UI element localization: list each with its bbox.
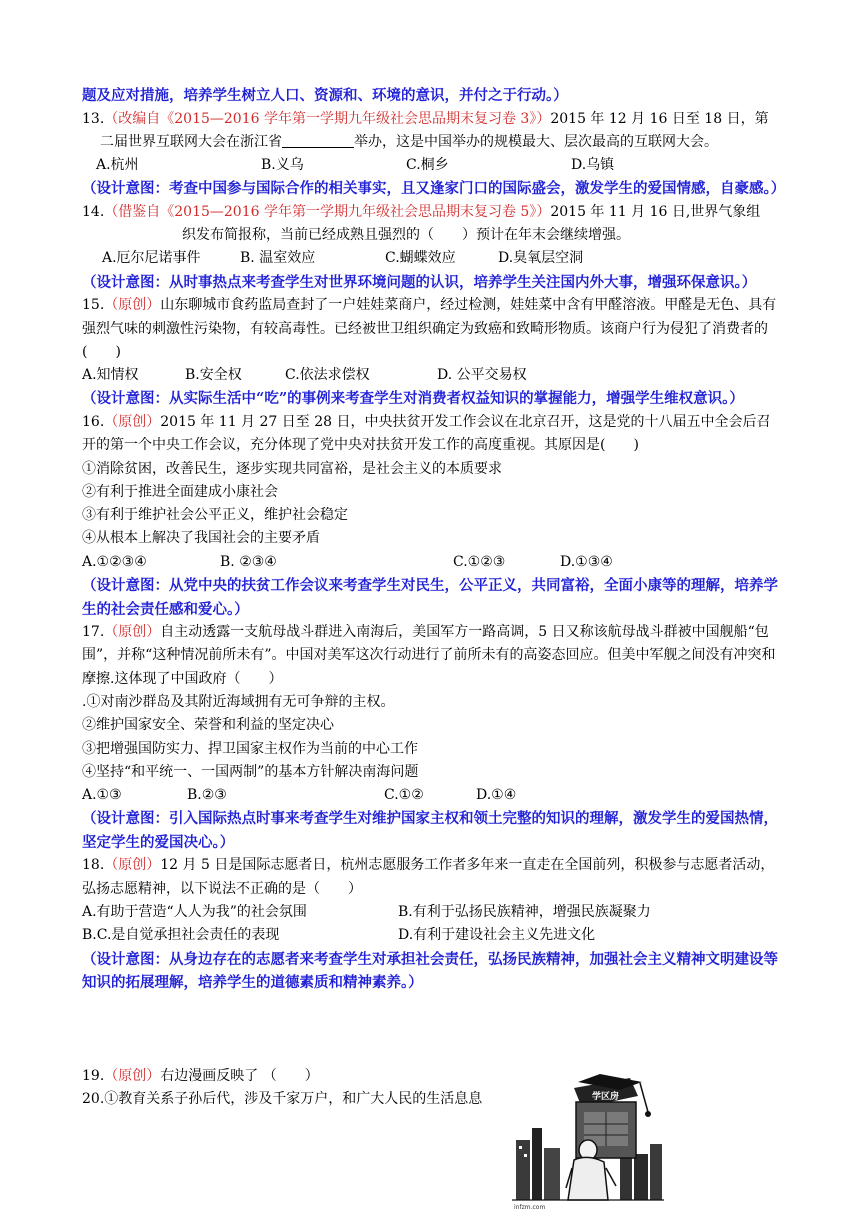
q18-option-b: B.有利于弘扬民族精神，增强民族凝聚力 xyxy=(398,904,651,921)
q16-options xyxy=(82,551,784,574)
q13-option-b: B.义乌 xyxy=(261,157,304,174)
q16-item: ④从根本上解决了我国社会的主要矛盾 xyxy=(82,530,320,547)
q13-option-d: D.乌镇 xyxy=(571,157,615,174)
q17-item: ②维护国家安全、荣誉和利益的坚定决心 xyxy=(82,717,334,734)
q17-stem xyxy=(82,621,784,691)
q17-option-a: A.①③ xyxy=(82,787,122,804)
q18-option-c: B.C.是自觉承担社会责任的表现 xyxy=(82,927,280,944)
q14-option-c: C.蝴蝶效应 xyxy=(385,250,456,267)
q13-line1 xyxy=(82,108,784,131)
q18-text: 12 月 5 日是国际志愿者日，杭州志愿服务工作者多年来一直走在全国前列，积极参与志愿者活动，弘扬志愿精神，以下说法不正确的是（ ） xyxy=(82,857,775,897)
q15-number: 15. xyxy=(82,297,105,314)
q14-number: 14. xyxy=(82,203,105,220)
q17-option-c: C.①② xyxy=(384,787,424,804)
spacer xyxy=(82,995,784,1065)
q16-option-d: D.①③④ xyxy=(560,553,613,570)
q19-source: （原创） xyxy=(104,1067,161,1084)
q13-text-b1: 二届世界互联网大会在浙江省 xyxy=(100,133,282,150)
q16-option-a: A.①②③④ xyxy=(82,553,147,570)
q18-stem xyxy=(82,854,784,901)
q13-line2 xyxy=(82,131,784,154)
q13-number: 13. xyxy=(82,110,105,127)
q18-source: （原创） xyxy=(104,857,161,874)
q17-number: 17. xyxy=(82,624,105,641)
q13-text-a: 2015 年 12 月 16 日至 18 日，第 xyxy=(550,110,769,127)
q15-options xyxy=(82,364,784,387)
q19-text: 右边漫画反映了 （ ） xyxy=(160,1067,319,1084)
q17-source: （原创） xyxy=(104,624,161,641)
q17-option-d: D.①④ xyxy=(476,787,517,804)
q14-options xyxy=(82,247,784,270)
q15-text: 山东聊城市食药监局查封了一户娃娃菜商户，经过检测，娃娃菜中含有甲醛溶液。甲醛是无色、具有强烈气味的刺激性污染物，有较高毒性。已经被世卫组织确定为致癌和致畸形物质。该商户行为侵犯了消费者的( ) xyxy=(82,297,777,360)
q13-blank xyxy=(282,133,354,148)
q14-option-d: D.臭氧层空洞 xyxy=(498,250,584,267)
cartoon-footer: infzm.com xyxy=(514,1204,546,1211)
q17-item: ④坚持“和平统一、一国两制”的基本方针解决南海问题 xyxy=(82,763,419,780)
q16-item: ①消除贫困，改善民生，逐步实现共同富裕，是社会主义的本质要求 xyxy=(82,460,502,477)
q13-option-c: C.桐乡 xyxy=(406,157,449,174)
q14-option-b: B. 温室效应 xyxy=(240,250,316,267)
q17-option-b: B.②③ xyxy=(187,787,227,804)
q14-line1 xyxy=(82,201,784,224)
q15-option-c: C.依法求偿权 xyxy=(285,367,370,384)
q17-options xyxy=(82,784,784,807)
q14-intent: （设计意图：从时事热点来考查学生对世界环境问题的认识，培养学生关注国内外大事，增强环保意识。） xyxy=(82,273,757,291)
document-page xyxy=(82,84,784,1111)
q16-option-c: C.①②③ xyxy=(453,553,506,570)
q18-option-a: A.有助于营造“人人为我”的社会氛围 xyxy=(82,904,307,921)
q15-option-a: A.知情权 xyxy=(82,367,139,384)
q16-option-b: B. ②③④ xyxy=(220,553,277,570)
q18-number: 18. xyxy=(82,857,105,874)
q13-intent: （设计意图：考查中国参与国际合作的相关事实，且又逢家门口的国际盛会，激发学生的爱国情感，自豪感。） xyxy=(82,180,786,198)
q14-option-a: A.厄尔尼诺事件 xyxy=(102,250,201,267)
q15-option-d: D. 公平交易权 xyxy=(437,367,527,384)
q18-intent: （设计意图：从身边存在的志愿者来考查学生对承担社会责任，弘扬民族精神，加强社会主义精神文明建设等知识的拓展理解，培养学生的道德素质和精神素养。） xyxy=(82,950,778,992)
q15-intent: （设计意图：从实际生活中“吃”的事例来考查学生对消费者权益知识的掌握能力，增强学生维权意识。） xyxy=(82,390,744,408)
q15-source: （原创） xyxy=(104,297,161,314)
q16-item: ②有利于推进全面建成小康社会 xyxy=(82,483,278,500)
q13-source: （改编自《2015—2016 学年第一学期九年级社会思品期末复习卷 3》） xyxy=(104,110,551,127)
intent-line: 题及应对措施，培养学生树立人口、资源和、环境的意识，并付之于行动。） xyxy=(82,87,568,104)
q18-option-d: D.有利于建设社会主义先进文化 xyxy=(398,927,596,944)
q17-item: ③把增强国防实力、捍卫国家主权作为当前的中心工作 xyxy=(82,740,418,757)
q19-line xyxy=(82,1065,784,1088)
q19-number: 19. xyxy=(82,1067,105,1084)
q18-options-row2 xyxy=(82,924,784,947)
q16-intent: （设计意图：从党中央的扶贫工作会议来考查学生对民生，公平正义，共同富裕，全面小康等的理解，培养学生的社会责任感和爱心。） xyxy=(82,577,778,618)
q16-number: 16. xyxy=(82,413,105,430)
q13-option-a: A.杭州 xyxy=(96,157,139,174)
q17-text: 自主动透露一支航母战斗群进入南海后，美国军方一路高调，5 日又称该航母战斗群被中国舰船“包围”，并称“这种情况前所未有”。中国对美军这次行动进行了前所未有的高姿态回应。但美中军舰之间没有冲突和摩擦.这体现了中国政府（ ） xyxy=(82,624,776,687)
q16-item: ③有利于维护社会公平正义，维护社会稳定 xyxy=(82,507,348,524)
q16-text: 2015 年 11 月 27 日至 28 日，中央扶贫开发工作会议在北京召开，这是党的十八届五中全会后召开的第一个中央工作会议，充分体现了党中央对扶贫开发工作的高度重视。其原因是( ) xyxy=(82,413,771,454)
q14-source: （借鉴自《2015—2016 学年第一学期九年级社会思品期末复习卷 5》） xyxy=(104,203,551,220)
q17-intent: （设计意图：引入国际热点时事来考查学生对维护国家主权和领土完整的知识的理解，激发学生的爱国热情，坚定学生的爱国决心。） xyxy=(82,810,778,851)
q15-option-b: B.安全权 xyxy=(185,367,242,384)
q13-text-b2: 举办，这是中国举办的规模最大、层次最高的互联网大会。 xyxy=(354,133,718,150)
q14-text-b: 织发布简报称，当前已经成熟且强烈的（ ）预计在年末会继续增强。 xyxy=(182,227,630,244)
q14-text-a: 2015 年 11 月 16 日,世界气象组 xyxy=(550,203,761,220)
q15-stem xyxy=(82,294,784,364)
q18-options-row1 xyxy=(82,901,784,924)
cartoon-image xyxy=(512,1068,664,1212)
cartoon-label: 学区房 xyxy=(592,1092,620,1102)
q16-stem xyxy=(82,411,784,458)
q16-source: （原创） xyxy=(104,413,161,430)
q17-item: .①对南沙群岛及其附近海域拥有无可争辩的主权。 xyxy=(82,693,395,710)
q13-options xyxy=(82,154,784,177)
q20-line: 20.①教育关系子孙后代，涉及千家万户，和广大人民的生活息息 xyxy=(82,1090,483,1107)
